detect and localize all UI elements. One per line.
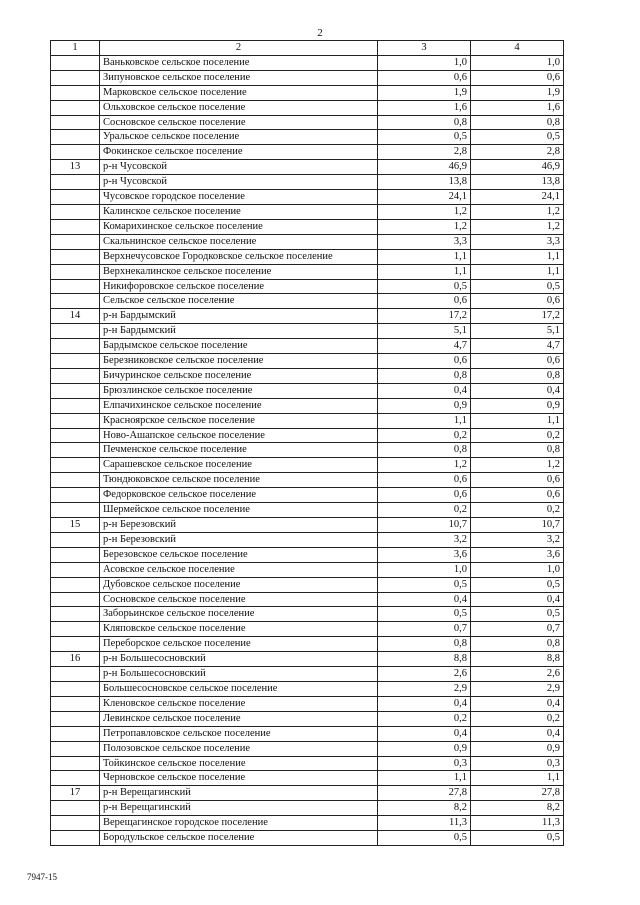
row-number [51,428,100,443]
row-value-col4: 8,8 [471,652,564,667]
row-value-col3: 11,3 [378,816,471,831]
table-row [51,667,564,682]
row-value-col4: 1,1 [471,771,564,786]
row-name: Кляповское сельское поселение [100,622,378,637]
row-number [51,592,100,607]
table-row [51,831,564,846]
row-value-col4: 1,0 [471,55,564,70]
table-row [51,443,564,458]
row-number [51,264,100,279]
row-number [51,681,100,696]
row-value-col4: 0,5 [471,607,564,622]
row-value-col4: 3,3 [471,234,564,249]
row-value-col3: 0,8 [378,637,471,652]
row-name: Ново-Ашапское сельское поселение [100,428,378,443]
row-value-col4: 0,8 [471,115,564,130]
table-row [51,413,564,428]
row-value-col3: 1,1 [378,249,471,264]
row-value-col3: 0,2 [378,503,471,518]
row-number [51,741,100,756]
row-value-col3: 2,8 [378,145,471,160]
row-value-col3: 1,2 [378,204,471,219]
row-name: р-н Березовский [100,532,378,547]
table-row [51,592,564,607]
row-name: Дубовское сельское поселение [100,577,378,592]
row-name: Большесосновское сельское поселение [100,681,378,696]
row-number [51,667,100,682]
row-name: Марковское сельское поселение [100,85,378,100]
table-row [51,726,564,741]
row-value-col4: 17,2 [471,309,564,324]
row-name: Бардымское сельское поселение [100,339,378,354]
table-row [51,309,564,324]
row-number [51,85,100,100]
table-row [51,518,564,533]
row-number [51,637,100,652]
table-row [51,55,564,70]
row-number [51,55,100,70]
row-name: Верхнечусовское Городковское сельское поселение [100,249,378,264]
row-name: Переборское сельское поселение [100,637,378,652]
row-value-col4: 2,9 [471,681,564,696]
row-number [51,398,100,413]
row-value-col3: 13,8 [378,175,471,190]
allocation-table [50,40,564,846]
row-value-col3: 0,6 [378,488,471,503]
row-name: Черновское сельское поселение [100,771,378,786]
row-name: Левинское сельское поселение [100,711,378,726]
row-value-col3: 0,7 [378,622,471,637]
row-value-col4: 3,2 [471,532,564,547]
table-row [51,354,564,369]
row-name: Березниковское сельское поселение [100,354,378,369]
row-name: р-н Чусовской [100,175,378,190]
header-col-4: 4 [471,41,564,56]
row-name: Фокинское сельское поселение [100,145,378,160]
row-value-col3: 8,8 [378,652,471,667]
row-number [51,354,100,369]
row-name: Сельское сельское поселение [100,294,378,309]
row-number [51,100,100,115]
row-name: Федорковское сельское поселение [100,488,378,503]
row-value-col4: 0,2 [471,711,564,726]
table-row [51,652,564,667]
table-row [51,756,564,771]
row-value-col4: 10,7 [471,518,564,533]
row-number [51,368,100,383]
row-name: Верещагинское городское поселение [100,816,378,831]
table-row [51,577,564,592]
table-row [51,681,564,696]
row-number [51,458,100,473]
row-number [51,339,100,354]
row-name: Полозовское сельское поселение [100,741,378,756]
row-number [51,816,100,831]
row-value-col3: 0,6 [378,294,471,309]
row-value-col3: 1,1 [378,264,471,279]
table-row [51,100,564,115]
table-row [51,696,564,711]
table-row [51,488,564,503]
row-value-col3: 0,8 [378,443,471,458]
row-number [51,488,100,503]
row-value-col3: 4,7 [378,339,471,354]
row-value-col3: 0,6 [378,473,471,488]
row-name: р-н Березовский [100,518,378,533]
row-number [51,726,100,741]
row-value-col4: 0,2 [471,428,564,443]
table-row [51,130,564,145]
row-value-col3: 3,2 [378,532,471,547]
table-row [51,398,564,413]
row-name: Уральское сельское поселение [100,130,378,145]
row-number [51,577,100,592]
row-name: Бородульское сельское поселение [100,831,378,846]
row-value-col4: 0,5 [471,831,564,846]
row-value-col3: 0,9 [378,741,471,756]
row-value-col4: 1,1 [471,264,564,279]
row-value-col4: 0,9 [471,398,564,413]
row-value-col3: 0,9 [378,398,471,413]
row-number [51,532,100,547]
row-value-col3: 0,6 [378,70,471,85]
row-value-col3: 1,6 [378,100,471,115]
row-name: Березовское сельское поселение [100,547,378,562]
row-number [51,696,100,711]
row-value-col3: 0,5 [378,831,471,846]
row-number: 17 [51,786,100,801]
table-row [51,204,564,219]
row-number [51,607,100,622]
table-row [51,458,564,473]
row-name: Верхнекалинское сельское поселение [100,264,378,279]
row-value-col4: 1,0 [471,562,564,577]
row-name: р-н Бардымский [100,309,378,324]
table-row [51,562,564,577]
row-number [51,204,100,219]
row-name: Печменское сельское поселение [100,443,378,458]
row-name: Ваньковское сельское поселение [100,55,378,70]
table-row [51,786,564,801]
row-value-col3: 1,2 [378,458,471,473]
row-name: р-н Бардымский [100,324,378,339]
row-value-col3: 0,4 [378,592,471,607]
row-name: Ольховское сельское поселение [100,100,378,115]
row-name: Зипуновское сельское поселение [100,70,378,85]
row-value-col4: 0,6 [471,488,564,503]
table-row [51,234,564,249]
row-value-col3: 1,0 [378,562,471,577]
row-value-col4: 0,4 [471,726,564,741]
row-value-col4: 5,1 [471,324,564,339]
row-name: Тюндюковское сельское поселение [100,473,378,488]
table-row [51,339,564,354]
row-number [51,175,100,190]
row-value-col3: 0,4 [378,726,471,741]
row-number [51,130,100,145]
row-value-col4: 0,9 [471,741,564,756]
row-value-col3: 5,1 [378,324,471,339]
row-number [51,294,100,309]
row-number [51,473,100,488]
row-name: Никифоровское сельское поселение [100,279,378,294]
table-row [51,473,564,488]
row-number [51,249,100,264]
row-name: Кленовское сельское поселение [100,696,378,711]
row-value-col3: 3,6 [378,547,471,562]
row-value-col4: 0,6 [471,294,564,309]
row-value-col3: 0,5 [378,577,471,592]
table-row [51,816,564,831]
row-number [51,145,100,160]
header-col-1: 1 [51,41,100,56]
row-number [51,756,100,771]
row-value-col4: 0,6 [471,70,564,85]
row-value-col4: 13,8 [471,175,564,190]
row-number [51,711,100,726]
row-value-col4: 0,4 [471,696,564,711]
table-row [51,532,564,547]
row-number [51,771,100,786]
row-value-col4: 0,6 [471,354,564,369]
table-row [51,637,564,652]
row-value-col4: 8,2 [471,801,564,816]
row-value-col3: 27,8 [378,786,471,801]
row-value-col4: 0,8 [471,368,564,383]
row-name: Петропавловское сельское поселение [100,726,378,741]
row-name: Сосновское сельское поселение [100,592,378,607]
row-number [51,622,100,637]
row-name: Сосновское сельское поселение [100,115,378,130]
row-value-col4: 0,8 [471,637,564,652]
table-row [51,70,564,85]
row-value-col4: 0,5 [471,279,564,294]
row-value-col4: 11,3 [471,816,564,831]
row-value-col4: 0,3 [471,756,564,771]
row-value-col3: 10,7 [378,518,471,533]
row-value-col3: 0,4 [378,696,471,711]
table-row [51,324,564,339]
table-row [51,622,564,637]
row-value-col4: 0,8 [471,443,564,458]
row-value-col3: 0,5 [378,607,471,622]
table-row [51,190,564,205]
table-row [51,264,564,279]
row-name: Красноярское сельское поселение [100,413,378,428]
row-name: Чусовское городское поселение [100,190,378,205]
row-value-col4: 46,9 [471,160,564,175]
table-row [51,219,564,234]
row-value-col4: 3,6 [471,547,564,562]
row-name: р-н Чусовской [100,160,378,175]
row-value-col3: 0,2 [378,711,471,726]
row-name: Скальнинское сельское поселение [100,234,378,249]
row-value-col3: 0,5 [378,279,471,294]
table-row [51,279,564,294]
row-value-col3: 2,9 [378,681,471,696]
row-value-col4: 0,5 [471,577,564,592]
row-value-col4: 1,2 [471,458,564,473]
row-value-col4: 24,1 [471,190,564,205]
row-value-col4: 1,9 [471,85,564,100]
row-value-col3: 1,1 [378,413,471,428]
row-name: Елпачихинское сельское поселение [100,398,378,413]
table-row [51,85,564,100]
row-name: Комарихинское сельское поселение [100,219,378,234]
page-number: 2 [317,27,323,39]
row-number: 16 [51,652,100,667]
row-value-col4: 2,8 [471,145,564,160]
table-row [51,175,564,190]
row-value-col4: 0,5 [471,130,564,145]
row-number [51,831,100,846]
row-value-col3: 1,9 [378,85,471,100]
table-row [51,771,564,786]
row-name: р-н Большесосновский [100,652,378,667]
row-name: Бичуринское сельское поселение [100,368,378,383]
header-col-3: 3 [378,41,471,56]
row-value-col4: 0,7 [471,622,564,637]
row-value-col3: 8,2 [378,801,471,816]
row-value-col4: 1,2 [471,204,564,219]
table-row [51,801,564,816]
table-row [51,145,564,160]
table-row [51,503,564,518]
row-value-col3: 0,8 [378,368,471,383]
row-value-col4: 0,2 [471,503,564,518]
row-value-col3: 46,9 [378,160,471,175]
row-value-col3: 17,2 [378,309,471,324]
row-value-col3: 0,3 [378,756,471,771]
row-value-col4: 27,8 [471,786,564,801]
row-number [51,801,100,816]
row-value-col4: 0,6 [471,473,564,488]
row-number [51,219,100,234]
table-row [51,711,564,726]
row-value-col3: 1,1 [378,771,471,786]
row-name: р-н Большесосновский [100,667,378,682]
row-number [51,234,100,249]
row-number [51,562,100,577]
table-row [51,368,564,383]
row-value-col3: 0,5 [378,130,471,145]
row-value-col3: 0,2 [378,428,471,443]
table-row [51,160,564,175]
row-name: Сарашевское сельское поселение [100,458,378,473]
table-row [51,115,564,130]
row-number [51,190,100,205]
row-value-col3: 0,8 [378,115,471,130]
row-value-col3: 0,4 [378,383,471,398]
row-number [51,115,100,130]
row-number [51,547,100,562]
row-value-col4: 1,1 [471,249,564,264]
row-name: Калинское сельское поселение [100,204,378,219]
row-value-col4: 0,4 [471,383,564,398]
row-number [51,70,100,85]
row-value-col3: 2,6 [378,667,471,682]
row-name: р-н Верещагинский [100,801,378,816]
row-number: 13 [51,160,100,175]
row-name: Асовское сельское поселение [100,562,378,577]
row-number [51,503,100,518]
table-row [51,741,564,756]
row-number [51,383,100,398]
row-value-col3: 3,3 [378,234,471,249]
row-name: Шермейское сельское поселение [100,503,378,518]
row-value-col4: 0,4 [471,592,564,607]
row-number [51,443,100,458]
table-row [51,428,564,443]
row-name: Тойкинское сельское поселение [100,756,378,771]
row-value-col4: 4,7 [471,339,564,354]
row-number [51,324,100,339]
table-row [51,249,564,264]
table-row [51,383,564,398]
row-value-col4: 2,6 [471,667,564,682]
row-value-col3: 1,2 [378,219,471,234]
row-number [51,413,100,428]
row-value-col3: 0,6 [378,354,471,369]
row-value-col3: 24,1 [378,190,471,205]
row-number: 15 [51,518,100,533]
row-value-col4: 1,1 [471,413,564,428]
row-name: Заборьинское сельское поселение [100,607,378,622]
row-number [51,279,100,294]
row-value-col4: 1,6 [471,100,564,115]
table-header-row [51,41,564,56]
header-col-2: 2 [100,41,378,56]
table-row [51,294,564,309]
row-name: Брюзлинское сельское поселение [100,383,378,398]
document-code: 7947-15 [27,872,57,882]
row-name: р-н Верещагинский [100,786,378,801]
row-value-col4: 1,2 [471,219,564,234]
table-row [51,607,564,622]
table-row [51,547,564,562]
row-value-col3: 1,0 [378,55,471,70]
row-number: 14 [51,309,100,324]
